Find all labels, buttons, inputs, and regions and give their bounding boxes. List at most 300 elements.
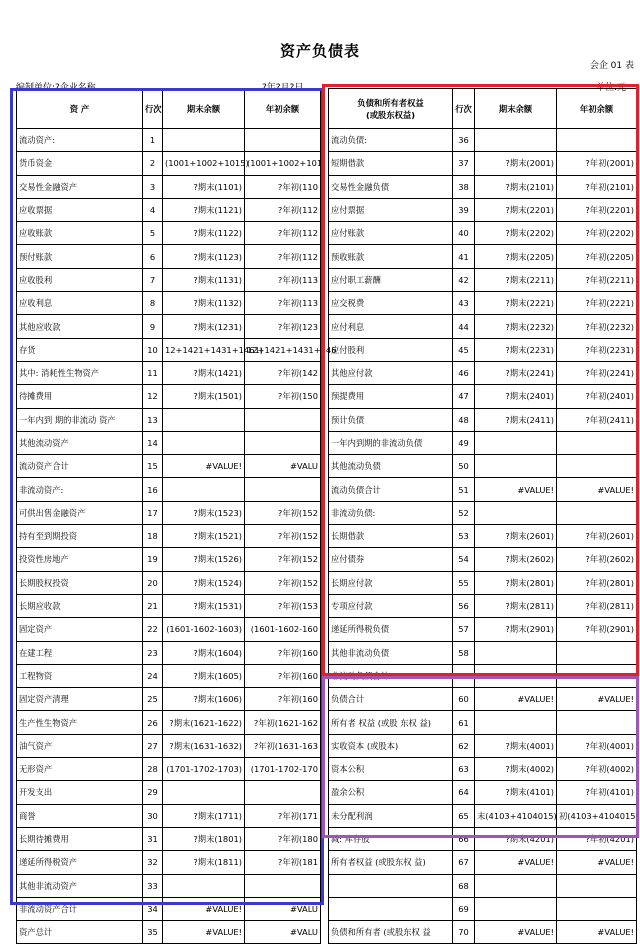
- asset-begin-cell: #VALU: [245, 455, 321, 478]
- asset-begin-cell: ?年初(152: [245, 571, 321, 594]
- table-row: [17, 851, 637, 874]
- liability-name-cell: 一年内到期的非流动负债: [329, 431, 453, 454]
- gap-cell: [321, 129, 329, 152]
- liability-end-cell: ?期末(2001): [475, 152, 557, 175]
- liability-begin-cell: #VALUE!: [557, 664, 637, 687]
- asset-line-cell: 3: [143, 175, 163, 198]
- liability-name-cell: 未分配利润: [329, 804, 453, 827]
- asset-line-cell: 29: [143, 781, 163, 804]
- liability-begin-cell: ?年初(2411): [557, 408, 637, 431]
- asset-name-cell: 商誉: [17, 804, 143, 827]
- gap-cell: [321, 594, 329, 617]
- asset-end-cell: [163, 408, 245, 431]
- asset-line-cell: 18: [143, 525, 163, 548]
- liability-begin-cell: [557, 455, 637, 478]
- asset-begin-cell: ?年初(1621-162: [245, 711, 321, 734]
- table-row: [17, 129, 637, 152]
- liability-name-cell: 长期应付款: [329, 571, 453, 594]
- asset-name-cell: 应收利息: [17, 292, 143, 315]
- company-name: 编制单位:?企业名称: [16, 83, 96, 93]
- asset-begin-cell: ?年初(110: [245, 175, 321, 198]
- gap-cell: [321, 571, 329, 594]
- asset-name-cell: 其中: 消耗性生物资产: [17, 361, 143, 384]
- table-row: [17, 408, 637, 431]
- balance-sheet-table: [16, 88, 637, 944]
- liability-line-cell: 61: [453, 711, 475, 734]
- asset-line-cell: 7: [143, 268, 163, 291]
- liability-begin-cell: ?年初(2901): [557, 618, 637, 641]
- asset-end-cell: ?期末(1811): [163, 851, 245, 874]
- liability-line-cell: 51: [453, 478, 475, 501]
- liability-name-cell: 应交税费: [329, 292, 453, 315]
- liability-name-cell: 应付债券: [329, 548, 453, 571]
- gap-cell: [321, 222, 329, 245]
- asset-end-cell: [163, 874, 245, 897]
- asset-begin-header: 年初余额: [245, 89, 321, 129]
- liability-end-cell: ?期末(2202): [475, 222, 557, 245]
- asset-name-cell: 其他非流动资产: [17, 874, 143, 897]
- asset-name-cell: 油气资产: [17, 734, 143, 757]
- asset-end-cell: ?期末(1131): [163, 268, 245, 291]
- asset-begin-cell: [245, 129, 321, 152]
- liability-end-cell: ?期末(2411): [475, 408, 557, 431]
- asset-line-cell: 1: [143, 129, 163, 152]
- asset-end-cell: ?期末(1524): [163, 571, 245, 594]
- liability-begin-cell: ?年初(2602): [557, 548, 637, 571]
- liability-end-cell: 末(4103+4104015): [475, 804, 557, 827]
- liability-name-cell: 预收账款: [329, 245, 453, 268]
- liability-begin-cell: #VALUE!: [557, 851, 637, 874]
- liability-line-cell: 64: [453, 781, 475, 804]
- table-row: [17, 431, 637, 454]
- liability-begin-cell: ?年初(2211): [557, 268, 637, 291]
- asset-name-cell: 固定资产清理: [17, 688, 143, 711]
- liability-begin-cell: ?年初(2221): [557, 292, 637, 315]
- asset-end-cell: #VALUE!: [163, 897, 245, 920]
- gap-cell: [321, 198, 329, 221]
- liability-end-cell: ?期末(2801): [475, 571, 557, 594]
- liability-begin-cell: ?年初(2001): [557, 152, 637, 175]
- gap-cell: [321, 245, 329, 268]
- liability-line-cell: 68: [453, 874, 475, 897]
- asset-end-cell: #VALUE!: [163, 455, 245, 478]
- liability-begin-cell: ?年初(4001): [557, 734, 637, 757]
- asset-line-cell: 4: [143, 198, 163, 221]
- liability-name-cell: 其他应付款: [329, 361, 453, 384]
- gap-cell: [321, 711, 329, 734]
- liability-line-cell: 67: [453, 851, 475, 874]
- asset-name-cell: 递延所得税资产: [17, 851, 143, 874]
- liability-line-cell: 40: [453, 222, 475, 245]
- liability-header-line1: 负债和所有者权益: [357, 97, 424, 108]
- table-row: [17, 198, 637, 221]
- liability-end-cell: #VALUE!: [475, 664, 557, 687]
- gap-cell: [321, 688, 329, 711]
- liability-end-cell: ?期末(2601): [475, 525, 557, 548]
- liability-name-cell: 预计负债: [329, 408, 453, 431]
- asset-end-cell: #VALUE!: [163, 921, 245, 944]
- asset-line-cell: 35: [143, 921, 163, 944]
- table-row: [17, 571, 637, 594]
- table-row: [17, 315, 637, 338]
- asset-column-header: 资 产: [17, 89, 143, 129]
- asset-begin-cell: ?年初(152: [245, 501, 321, 524]
- liability-name-cell: 资本公积: [329, 758, 453, 781]
- table-row: [17, 827, 637, 850]
- asset-name-cell: 生产性生物资产: [17, 711, 143, 734]
- gap-column: [321, 89, 329, 129]
- liability-begin-cell: [557, 641, 637, 664]
- asset-line-cell: 23: [143, 641, 163, 664]
- table-row: [17, 455, 637, 478]
- asset-begin-cell: ?年初(153: [245, 594, 321, 617]
- liability-end-cell: [475, 874, 557, 897]
- liability-begin-cell: #VALUE!: [557, 921, 637, 944]
- asset-name-cell: 存货: [17, 338, 143, 361]
- asset-end-cell: [163, 478, 245, 501]
- asset-line-cell: 25: [143, 688, 163, 711]
- asset-line-cell: 24: [143, 664, 163, 687]
- liability-line-cell: 59: [453, 664, 475, 687]
- asset-end-cell: ?期末(1101): [163, 175, 245, 198]
- asset-begin-cell: [245, 478, 321, 501]
- liability-end-cell: ?期末(2901): [475, 618, 557, 641]
- liability-line-cell: 70: [453, 921, 475, 944]
- liability-name-cell: 流动负债合计: [329, 478, 453, 501]
- gap-cell: [321, 921, 329, 944]
- asset-begin-cell: ?年初(112: [245, 198, 321, 221]
- asset-end-cell: ?期末(1123): [163, 245, 245, 268]
- asset-name-cell: 应收票据: [17, 198, 143, 221]
- liability-name-cell: 应付职工薪酬: [329, 268, 453, 291]
- liability-name-cell: 短期借款: [329, 152, 453, 175]
- asset-line-cell: 31: [143, 827, 163, 850]
- asset-name-cell: 固定资产: [17, 618, 143, 641]
- liability-name-cell: 负债合计: [329, 688, 453, 711]
- table-row: [17, 268, 637, 291]
- liability-line-cell: 62: [453, 734, 475, 757]
- gap-cell: [321, 664, 329, 687]
- asset-line-cell: 27: [143, 734, 163, 757]
- table-row: [17, 525, 637, 548]
- asset-name-cell: 开发支出: [17, 781, 143, 804]
- asset-line-cell: 22: [143, 618, 163, 641]
- liability-line-cell: 52: [453, 501, 475, 524]
- asset-end-cell: ?期末(1132): [163, 292, 245, 315]
- table-row: [17, 781, 637, 804]
- liability-line-cell: 54: [453, 548, 475, 571]
- asset-line-cell: 34: [143, 897, 163, 920]
- asset-begin-cell: ?年初(180: [245, 827, 321, 850]
- liability-line-cell: 58: [453, 641, 475, 664]
- liability-line-cell: 37: [453, 152, 475, 175]
- asset-name-cell: 流动资产:: [17, 129, 143, 152]
- asset-begin-cell: ?年初(113: [245, 268, 321, 291]
- asset-name-cell: 应收账款: [17, 222, 143, 245]
- liability-end-cell: ?期末(2205): [475, 245, 557, 268]
- liability-end-cell: #VALUE!: [475, 921, 557, 944]
- asset-end-cell: ?期末(1631-1632): [163, 734, 245, 757]
- asset-begin-cell: 12+1421+1431+146: [245, 338, 321, 361]
- gap-cell: [321, 781, 329, 804]
- liability-begin-cell: ?年初(4101): [557, 781, 637, 804]
- liability-name-cell: [329, 897, 453, 920]
- liability-line-cell: 50: [453, 455, 475, 478]
- asset-line-cell: 11: [143, 361, 163, 384]
- liability-name-cell: 所有者权益 (或股东权 益): [329, 851, 453, 874]
- liability-end-cell: [475, 711, 557, 734]
- asset-name-cell: 长期应收款: [17, 594, 143, 617]
- liability-end-cell: #VALUE!: [475, 851, 557, 874]
- asset-end-cell: [163, 129, 245, 152]
- asset-begin-cell: (1701-1702-170: [245, 758, 321, 781]
- asset-line-cell: 10: [143, 338, 163, 361]
- asset-begin-cell: ?年初(160: [245, 688, 321, 711]
- liability-name-cell: 减: 库存股: [329, 827, 453, 850]
- asset-begin-cell: ?年初(112: [245, 245, 321, 268]
- liability-end-cell: ?期末(2221): [475, 292, 557, 315]
- asset-line-cell: 33: [143, 874, 163, 897]
- table-row: [17, 664, 637, 687]
- liability-line-cell: 47: [453, 385, 475, 408]
- liability-name-cell: 其他非流动负债: [329, 641, 453, 664]
- gap-cell: [321, 478, 329, 501]
- liability-begin-cell: ?年初(2401): [557, 385, 637, 408]
- liability-begin-cell: [557, 897, 637, 920]
- asset-end-cell: (1001+1002+1015): [163, 152, 245, 175]
- liability-begin-cell: [557, 711, 637, 734]
- liability-begin-cell: [557, 874, 637, 897]
- asset-begin-cell: [245, 781, 321, 804]
- table-row: [17, 478, 637, 501]
- liability-begin-cell: ?年初(4002): [557, 758, 637, 781]
- asset-begin-cell: ?年初(181: [245, 851, 321, 874]
- table-row: [17, 921, 637, 944]
- liability-begin-cell: #VALUE!: [557, 478, 637, 501]
- asset-line-cell: 19: [143, 548, 163, 571]
- liability-begin-cell: ?年初(2201): [557, 198, 637, 221]
- table-row: [17, 385, 637, 408]
- liability-begin-cell: ?年初(2241): [557, 361, 637, 384]
- asset-begin-cell: ?年初(152: [245, 525, 321, 548]
- liability-begin-cell: ?年初(4201): [557, 827, 637, 850]
- liability-line-cell: 44: [453, 315, 475, 338]
- gap-cell: [321, 315, 329, 338]
- liability-name-cell: 长期借款: [329, 525, 453, 548]
- liability-end-cell: [475, 431, 557, 454]
- asset-line-cell: 30: [143, 804, 163, 827]
- asset-begin-cell: #VALU: [245, 921, 321, 944]
- gap-cell: [321, 734, 329, 757]
- liability-line-cell: 42: [453, 268, 475, 291]
- asset-name-cell: 无形资产: [17, 758, 143, 781]
- liability-line-cell: 43: [453, 292, 475, 315]
- liability-begin-cell: ?年初(2801): [557, 571, 637, 594]
- liability-name-cell: 应付利息: [329, 315, 453, 338]
- table-row: [17, 222, 637, 245]
- gap-cell: [321, 897, 329, 920]
- liability-end-cell: ?期末(2602): [475, 548, 557, 571]
- asset-name-cell: 可供出售金融资产: [17, 501, 143, 524]
- liability-begin-cell: ?年初(2232): [557, 315, 637, 338]
- liability-begin-cell: 初(4103+4104015: [557, 804, 637, 827]
- asset-begin-cell: [245, 431, 321, 454]
- gap-cell: [321, 292, 329, 315]
- liability-end-cell: ?期末(2211): [475, 268, 557, 291]
- asset-line-cell: 6: [143, 245, 163, 268]
- liability-begin-cell: ?年初(2202): [557, 222, 637, 245]
- liability-end-cell: ?期末(2241): [475, 361, 557, 384]
- asset-name-cell: 其他流动资产: [17, 431, 143, 454]
- asset-end-cell: ?期末(1121): [163, 198, 245, 221]
- asset-end-cell: ?期末(1801): [163, 827, 245, 850]
- asset-begin-cell: ?年初(123: [245, 315, 321, 338]
- liability-line-cell: 60: [453, 688, 475, 711]
- liability-name-cell: 递延所得税负债: [329, 618, 453, 641]
- asset-line-cell: 17: [143, 501, 163, 524]
- asset-end-cell: ?期末(1523): [163, 501, 245, 524]
- liability-begin-cell: [557, 431, 637, 454]
- gap-cell: [321, 501, 329, 524]
- asset-line-cell: 20: [143, 571, 163, 594]
- liability-name-cell: 负债和所有者 (或股东权 益: [329, 921, 453, 944]
- currency-unit: 单位:元: [596, 83, 627, 93]
- liability-name-cell: 实收资本 (或股本): [329, 734, 453, 757]
- liability-begin-cell: #VALUE!: [557, 688, 637, 711]
- gap-cell: [321, 618, 329, 641]
- asset-name-cell: 交易性金融资产: [17, 175, 143, 198]
- table-row: [17, 361, 637, 384]
- asset-line-cell: 15: [143, 455, 163, 478]
- liability-end-cell: [475, 501, 557, 524]
- table-row: [17, 641, 637, 664]
- asset-line-cell: 13: [143, 408, 163, 431]
- liability-end-cell: [475, 455, 557, 478]
- asset-begin-cell: ?年初(150: [245, 385, 321, 408]
- liability-name-cell: 应付账款: [329, 222, 453, 245]
- asset-end-cell: [163, 431, 245, 454]
- report-date: ?年?月?日: [262, 83, 304, 93]
- table-row: [17, 804, 637, 827]
- asset-end-cell: ?期末(1531): [163, 594, 245, 617]
- liability-end-cell: [475, 129, 557, 152]
- gap-cell: [321, 548, 329, 571]
- table-row: [17, 874, 637, 897]
- liability-line-cell: 39: [453, 198, 475, 221]
- asset-end-cell: ?期末(1526): [163, 548, 245, 571]
- table-row: [17, 618, 637, 641]
- table-row: [17, 711, 637, 734]
- asset-name-cell: 非流动资产:: [17, 478, 143, 501]
- liability-line-cell: 49: [453, 431, 475, 454]
- asset-end-header: 期末余额: [163, 89, 245, 129]
- liability-end-cell: ?期末(4001): [475, 734, 557, 757]
- table-row: [17, 758, 637, 781]
- liability-line-cell: 45: [453, 338, 475, 361]
- report-title: 资产负债表: [279, 42, 360, 60]
- gap-cell: [321, 804, 329, 827]
- liability-name-cell: 所有者 权益 (或股 东权 益): [329, 711, 453, 734]
- asset-line-cell: 8: [143, 292, 163, 315]
- table-row: [17, 501, 637, 524]
- liability-begin-header: 年初余额: [557, 89, 637, 129]
- asset-name-cell: 应收股利: [17, 268, 143, 291]
- gap-cell: [321, 851, 329, 874]
- asset-name-cell: 货币资金: [17, 152, 143, 175]
- asset-line-cell: 26: [143, 711, 163, 734]
- asset-line-cell: 16: [143, 478, 163, 501]
- asset-begin-cell: ?年初(160: [245, 641, 321, 664]
- gap-cell: [321, 268, 329, 291]
- asset-begin-cell: [245, 874, 321, 897]
- liability-line-cell: 36: [453, 129, 475, 152]
- table-row: [17, 152, 637, 175]
- asset-name-cell: 预付账款: [17, 245, 143, 268]
- asset-end-cell: ?期末(1605): [163, 664, 245, 687]
- liability-line-cell: 66: [453, 827, 475, 850]
- liability-line-cell: 46: [453, 361, 475, 384]
- table-row: [17, 688, 637, 711]
- liability-line-cell: 53: [453, 525, 475, 548]
- asset-begin-cell: ?年初(113: [245, 292, 321, 315]
- table-row: [17, 594, 637, 617]
- liability-name-cell: 交易性金融负债: [329, 175, 453, 198]
- liability-column-header: [329, 89, 453, 129]
- asset-name-cell: 待摊费用: [17, 385, 143, 408]
- asset-begin-cell: #VALU: [245, 897, 321, 920]
- asset-begin-cell: (1601-1602-160: [245, 618, 321, 641]
- asset-end-cell: ?期末(1122): [163, 222, 245, 245]
- asset-end-cell: ?期末(1621-1622): [163, 711, 245, 734]
- liability-line-cell: 57: [453, 618, 475, 641]
- asset-end-cell: (1601-1602-1603): [163, 618, 245, 641]
- gap-cell: [321, 525, 329, 548]
- liability-name-cell: [329, 874, 453, 897]
- asset-begin-cell: ?年初(171: [245, 804, 321, 827]
- asset-line-cell: 14: [143, 431, 163, 454]
- gap-cell: [321, 361, 329, 384]
- liability-line-cell: 55: [453, 571, 475, 594]
- liability-name-cell: 其他流动负债: [329, 455, 453, 478]
- table-row: [17, 292, 637, 315]
- liability-name-cell: 非流动负债:: [329, 501, 453, 524]
- liability-line-cell: 65: [453, 804, 475, 827]
- liability-begin-cell: ?年初(2811): [557, 594, 637, 617]
- liability-line-cell: 38: [453, 175, 475, 198]
- liability-begin-cell: [557, 129, 637, 152]
- asset-name-cell: 一年内到 期的非流动 资产: [17, 408, 143, 431]
- asset-name-cell: 长期待摊费用: [17, 827, 143, 850]
- liability-end-cell: ?期末(4002): [475, 758, 557, 781]
- liability-name-cell: 流动负债:: [329, 129, 453, 152]
- asset-line-cell: 2: [143, 152, 163, 175]
- asset-end-cell: ?期末(1604): [163, 641, 245, 664]
- gap-cell: [321, 175, 329, 198]
- liability-line-cell: 41: [453, 245, 475, 268]
- asset-begin-cell: ?年初(160: [245, 664, 321, 687]
- liability-line-cell: 56: [453, 594, 475, 617]
- gap-cell: [321, 827, 329, 850]
- asset-begin-cell: ?年初(152: [245, 548, 321, 571]
- liability-name-cell: 预提费用: [329, 385, 453, 408]
- liability-end-cell: ?期末(4201): [475, 827, 557, 850]
- gap-cell: [321, 408, 329, 431]
- form-number: 会企 01 表: [589, 61, 634, 71]
- gap-cell: [321, 874, 329, 897]
- asset-end-cell: (1701-1702-1703): [163, 758, 245, 781]
- liability-end-cell: ?期末(4101): [475, 781, 557, 804]
- asset-end-cell: ?期末(1421): [163, 361, 245, 384]
